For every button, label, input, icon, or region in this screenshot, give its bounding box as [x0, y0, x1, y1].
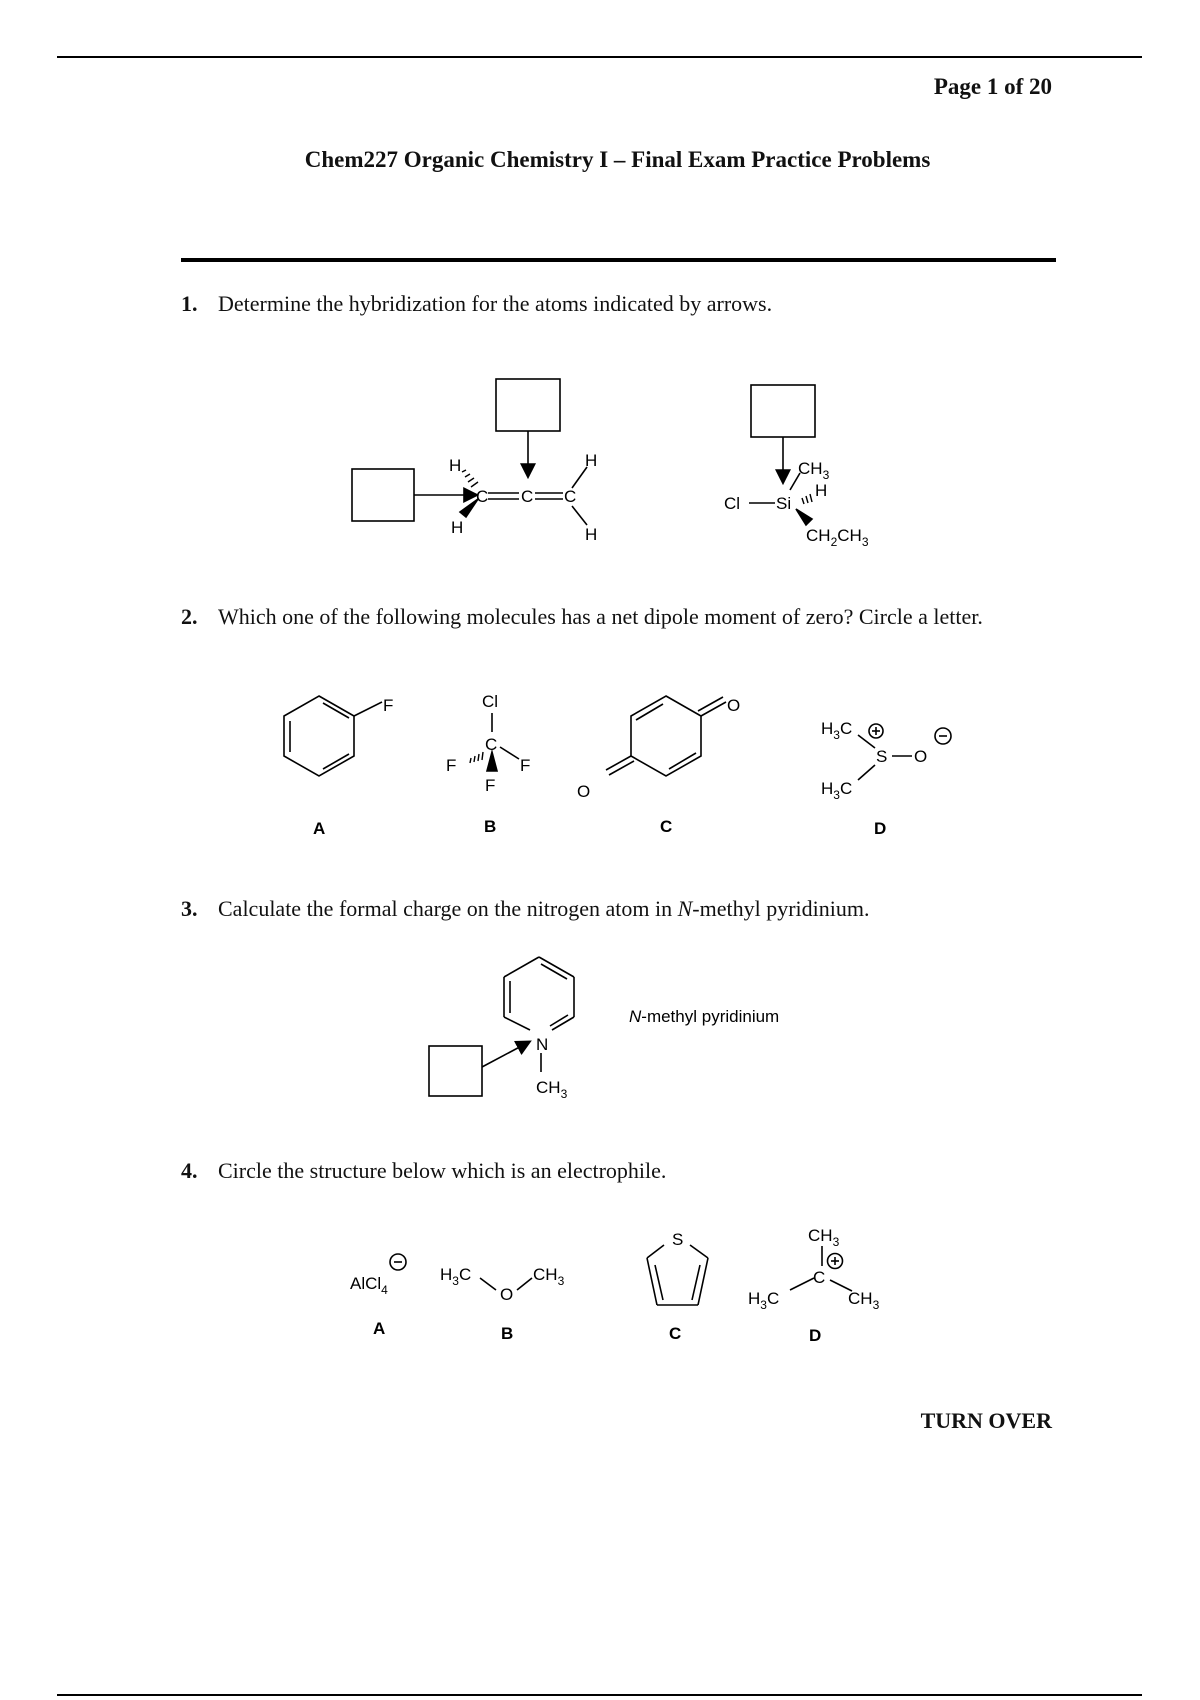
atom-label: $CH_3$: [533, 1265, 565, 1288]
document-title: Chem227 Organic Chemistry I – Final Exam Practice Problems: [304, 147, 931, 172]
atom-label: O: [914, 747, 928, 766]
atom-label: Si: [776, 494, 792, 513]
turn-over-note: TURN OVER: [920, 1408, 1052, 1433]
answer-box[interactable]: [496, 379, 560, 431]
question-text: Which one of the following molecules has a net dipole moment of zero? Circle a letter.: [218, 604, 983, 629]
dmso-structure: [858, 724, 951, 780]
page-number: Page 1 of 20: [933, 74, 1052, 99]
atom-label: S: [876, 747, 888, 766]
atom-label: $CH_3$: [808, 1226, 840, 1249]
atom-label: C: [521, 487, 534, 506]
atom-label: $CH_3$: [848, 1289, 880, 1312]
figure-label: N-methyl pyridinium: [629, 1007, 780, 1026]
atom-label: H: [449, 456, 462, 475]
pyridinium-structure: [429, 957, 574, 1096]
question-text: Calculate the formal charge on the nitrogen atom in N-methyl pyridinium.: [218, 896, 870, 921]
atom-label: F: [383, 696, 394, 715]
question-number: 2.: [181, 604, 198, 629]
question-text: Circle the structure below which is an electrophile.: [218, 1158, 667, 1183]
atom-label: S: [672, 1230, 684, 1249]
question-number: 4.: [181, 1158, 198, 1183]
thiophene-structure: [647, 1245, 708, 1305]
atom-label: H: [585, 525, 598, 544]
question-text: Determine the hybridization for the atoms indicated by arrows.: [218, 291, 773, 316]
atom-label: F: [485, 776, 496, 795]
atom-label: O: [500, 1285, 514, 1304]
allene-structure: [352, 379, 587, 525]
atom-label: H: [815, 481, 828, 500]
atom-label: H: [451, 518, 464, 537]
atom-label: $H_3C$: [440, 1265, 472, 1288]
atom-label: F: [520, 756, 531, 775]
atom-label: $CH_3$: [536, 1078, 568, 1101]
answer-box[interactable]: [429, 1046, 482, 1096]
option-label-a[interactable]: A: [313, 819, 326, 838]
atom-label: H: [585, 451, 598, 470]
benzoquinone-structure: [606, 696, 726, 776]
atom-label: $H_3C$: [821, 779, 853, 802]
atom-label: $CH_3$: [798, 459, 830, 482]
option-label-c[interactable]: C: [669, 1324, 682, 1343]
atom-label: $H_3C$: [821, 719, 853, 742]
answer-box[interactable]: [751, 385, 815, 437]
option-label-c[interactable]: C: [660, 817, 673, 836]
atom-label: N: [536, 1035, 549, 1054]
fluorobenzene-structure: [284, 696, 382, 776]
atom-label: AlCl$_4$: [350, 1274, 388, 1297]
atom-label: Cl: [482, 692, 499, 711]
atom-label: Cl: [724, 494, 741, 513]
question-number: 1.: [181, 291, 198, 316]
atom-label: C: [813, 1268, 826, 1287]
atom-label: C: [485, 735, 498, 754]
tetrachloroaluminate-structure: [390, 1254, 406, 1270]
option-label-d[interactable]: D: [874, 819, 887, 838]
option-label-a[interactable]: A: [373, 1319, 386, 1338]
atom-label: C: [476, 487, 489, 506]
option-label-d[interactable]: D: [809, 1326, 822, 1345]
answer-box[interactable]: [352, 469, 414, 521]
atom-label: F: [446, 756, 457, 775]
option-label-b[interactable]: B: [501, 1324, 514, 1343]
atom-label: $CH_2CH_3$: [806, 526, 869, 549]
atom-label: O: [727, 696, 741, 715]
atom-label: O: [577, 782, 591, 801]
question-number: 3.: [181, 896, 198, 921]
atom-label: C: [564, 487, 577, 506]
atom-label: $H_3C$: [748, 1289, 780, 1312]
option-label-b[interactable]: B: [484, 817, 497, 836]
